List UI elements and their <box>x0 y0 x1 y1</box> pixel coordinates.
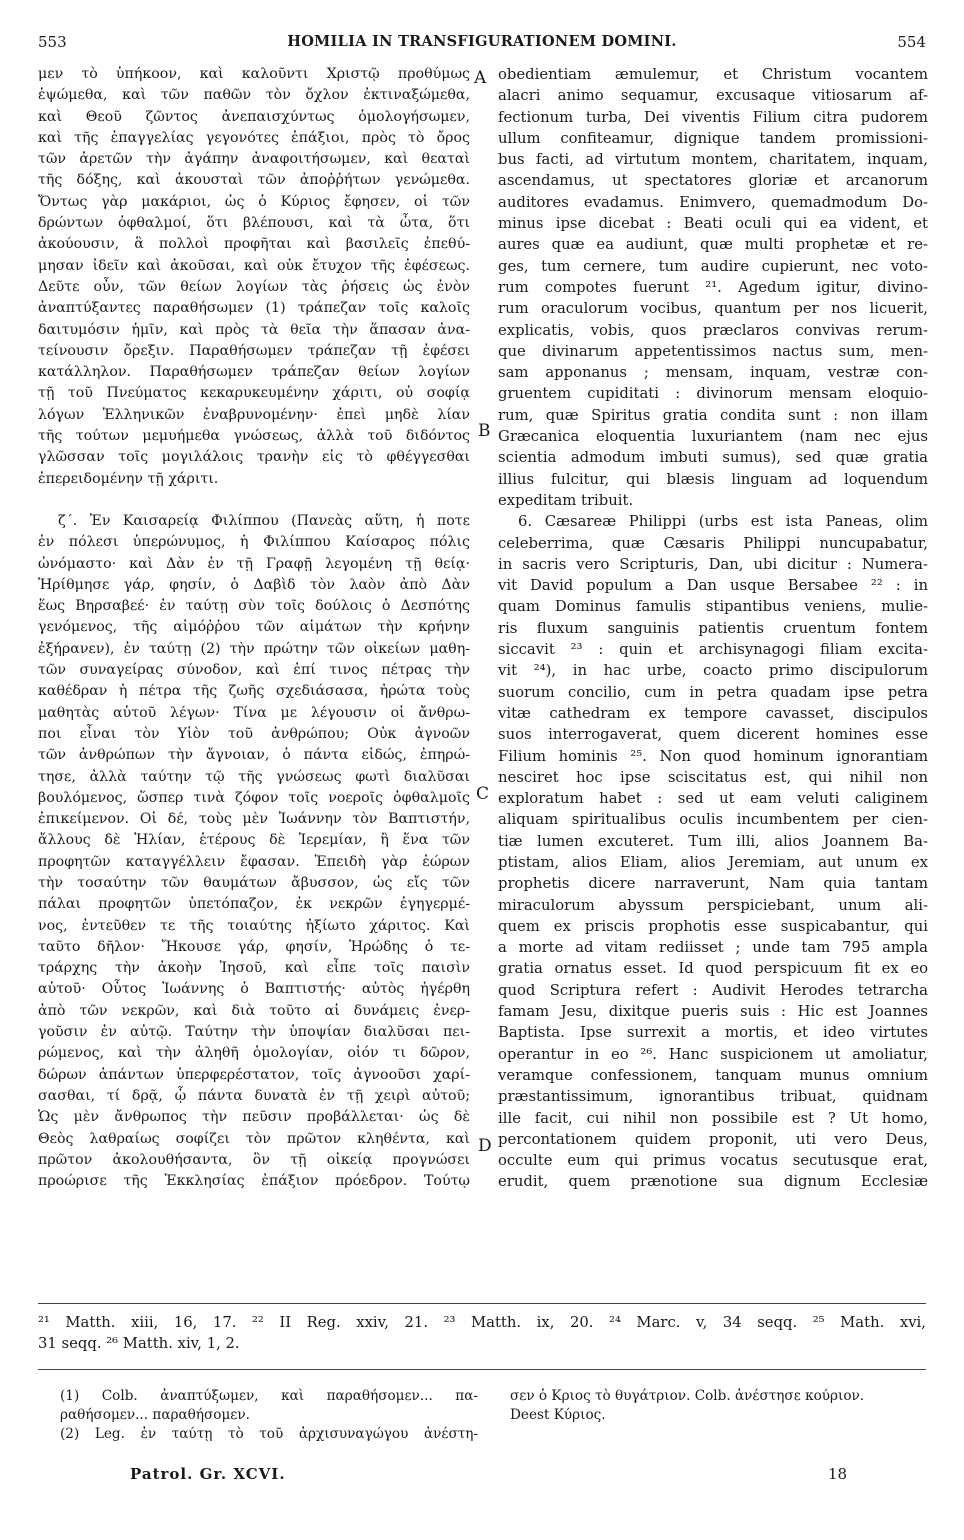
text-line: μαθητὰς αὐτοῦ λέγων· Τίνα με λέγουσιν οἱ ἄνθρω- <box>38 704 470 721</box>
text-line: vit ²⁴), in hac urbe, coacto primo discipulorum <box>498 662 928 680</box>
text-line: ascendamus, ut spectatores gloriæ et arcanorum <box>498 172 928 190</box>
text-line: κατάλληλον. Παραθήσωμεν τράπεζαν θείων λογίων <box>38 364 470 381</box>
text-line: τῶν ἀνθρώπων τὴν ἄγνοιαν, ὁ πάντα εἰδώς, ἐπηρώ- <box>38 747 470 764</box>
text-line: δαιτυμόσιν ἡμῖν, καὶ πρὸς τὰ θεῖα τὴν ἅπασαν ἀνα- <box>38 321 470 338</box>
text-line: famam Jesu, dixitque pueris suis : Hic est Joannes <box>498 1003 928 1021</box>
text-line: ὠνόμαστο· καὶ Δὰν ἐν τῇ Γραφῇ λεγομένη τῇ θείᾳ· <box>38 555 470 572</box>
text-line: καὶ Θεοῦ ζῶντος ἀνεπαισχύντως ὁμολογήσωμεν, <box>38 108 470 125</box>
text-line: suorum concilio, cum in petra quadam ipse petra <box>498 683 928 701</box>
footnote-line: 31 seqq. ²⁶ Matth. xiv, 1, 2. <box>38 1335 240 1352</box>
text-line: μησαν ἰδεῖν καὶ ἀκοῦσαι, καὶ οὐκ ἔτυχον τῆς ἐφέσεως. <box>38 257 470 274</box>
footnote-line: ²¹ Matth. xiii, 16, 17. ²² II Reg. xxiv, 21. ²³ Matth. ix, 20. ²⁴ Marc. v, 34 seqq. ²⁵ Math. xvi, <box>38 1314 926 1331</box>
text-line: nesciret hoc ipse sciscitatus est, qui nihil non <box>498 768 928 786</box>
text-line: bus facti, ad virtutum montem, charitatem, inquam, <box>498 151 928 169</box>
section-marker-c: C <box>476 784 490 804</box>
variants-divider <box>38 1369 926 1370</box>
text-line: καὶ τῆς ἐπαγγελίας γεγονότες ἐπάξιοι, πρὸς τὸ ὄρος <box>38 129 470 146</box>
text-line: ρώμενος, καὶ τὴν ἀληθῆ ὁμολογίαν, οἱόν τι δῶρον, <box>38 1045 470 1062</box>
text-line: veramque confessionem, tanquam munus omnium <box>498 1066 928 1084</box>
text-line: præstantissimum, ignorantibus tribuat, quidnam <box>498 1088 928 1106</box>
text-line: τῶν συναγείρας σύνοδον, καὶ ἐπί τινος πέτρας τὴν <box>38 662 470 679</box>
text-line: ταῦτο δῆλον· Ἤκουσε γάρ, φησίν, Ἡρώδης ὁ τε- <box>38 938 470 955</box>
text-line: τῆς δόξης, καὶ ἀκουσταὶ τῶν ἀποῤῥήτων γενώμεθα. <box>38 172 470 189</box>
running-header <box>38 33 926 57</box>
text-line: gruentem cupiditati : divinorum mensam eloquio- <box>498 385 928 403</box>
text-line: aliquam spiritualibus oculis incumbentem per cien- <box>498 811 928 829</box>
text-line: obedientiam æmulemur, et Christum vocantem <box>498 66 928 83</box>
text-line: expeditam tribuit. <box>498 491 634 509</box>
running-title: HOMILIA IN TRANSFIGURATIONEM DOMINI. <box>287 33 677 50</box>
text-line: ἐν πόλεσι ὑπερώνυμος, ἡ Φιλίππου Καίσαρος πόλις <box>38 534 470 551</box>
text-line: miraculorum abyssum perspiciebant, unum ali- <box>498 896 928 914</box>
text-line: rum, quæ Spiritus gratia condita sunt : non illam <box>498 406 928 424</box>
text-line: exploratum habet : sed ut eam veluti caliginem <box>498 790 928 808</box>
text-line: ἀκούουσιν, ἃ πολλοὶ προφῆται καὶ βασιλεῖς ἐπεθύ- <box>38 236 470 253</box>
text-line: rum oraculorum vocibus, quantum per nos licuerit, <box>498 300 928 318</box>
footnote-divider <box>38 1303 926 1304</box>
text-line: scientia admodum imbuti sumus), sed quæ gratia <box>498 449 928 467</box>
text-line: ille facit, cui nihil non possibile est ? Ut homo, <box>498 1109 928 1127</box>
text-line: gratia ornatus esset. Id quod perspicuum fit ex eo <box>498 960 928 978</box>
text-line: αὐτοῦ· Οὗτος Ἰωάννης ὁ Βαπτιστής· αὐτὸς ἠγέρθη <box>38 981 470 998</box>
text-line <box>38 490 470 511</box>
text-line: operantur in eo ²⁶. Hanc suspicionem ut amoliatur, <box>498 1045 928 1063</box>
text-line: σασθαι, τί δρᾷ, ᾧ πάντα δυνατὰ ἐν τῇ χειρὶ αὐτοῦ; <box>38 1087 470 1104</box>
variant-note-line: ραθήσομεν... παραθήσομεν. <box>60 1407 250 1423</box>
text-line: siccavit ²³ : quin et archisynagogi filiam excita- <box>498 641 928 659</box>
text-line: a morte ad vitam rediisset ; unde tam 795 ampla <box>498 939 928 957</box>
text-line: 6. Cæsareæ Philippi (urbs est ista Paneas, olim <box>518 513 928 531</box>
text-line: ἕως Βηρσαβεέ· ἐν ταύτῃ σὺν τοῖς δούλοις ὁ Δεσπότης <box>38 598 470 615</box>
text-line: πάλαι προφητῶν ὑπετόπαζον, ἐκ νεκρῶν ἐγηγερμέ- <box>38 896 470 913</box>
text-line: Ἠρίθμησε γάρ, φησίν, ὁ Δαβὶδ τὸν λαὸν ἀπὸ Δὰν <box>38 576 470 593</box>
text-line: alacri animo sequamur, excusaque vitiosarum af- <box>498 87 928 105</box>
text-line: ἐπικείμενον. Οἱ δέ, τοὺς μὲν Ἰωάννην τὸν Βαπτιστήν, <box>38 811 470 828</box>
text-line: quem ex priscis prophotis esse suspicabantur, qui <box>498 917 928 935</box>
text-line: vit David populum a Dan usque Bersabee ²² : in <box>498 577 928 595</box>
text-line: ποι εἶναι τὸν Υἱὸν τοῦ ἀνθρώπου; Οὐκ ἀγνοῶν <box>38 725 470 742</box>
text-line: in sacris vero Scripturis, Dan, ubi dicitur : Numera- <box>498 555 928 573</box>
text-line: suos interrogaverat, quem dicerent homines esse <box>498 726 928 744</box>
page-number-right: 554 <box>897 33 926 51</box>
text-line: ἐξήρανεν), ἐν ταύτῃ (2) τὴν πρώτην τῶν οἰκείων μαθη- <box>38 640 470 657</box>
text-line: προώρισε τῆς Ἐκκλησίας ἐπάξιον πρόεδρον. Τούτῳ <box>38 1173 470 1190</box>
text-line: minus ipse dicebat : Beati oculi qui ea vident, et <box>498 215 928 233</box>
text-line: τείνουσιν ὄρεξιν. Παραθήσωμεν τράπεζαν τῇ ἐφέσει <box>38 342 470 359</box>
section-marker-b: B <box>478 421 491 441</box>
text-line: prophetis dicere narraverunt, Nam quia tantam <box>498 875 928 893</box>
text-line: τῶν ἀρετῶν τὴν ἀγάπην ἀναφοιτήσωμεν, καὶ θεαταὶ <box>38 151 470 168</box>
text-line: ris fluxum sanguinis patientis cruentum fontem <box>498 619 928 637</box>
variant-note-line: σεν ὁ Κριος τὸ θυγάτριον. Colb. ἀνέστησε κούριον. <box>510 1388 865 1404</box>
text-line: sam apponanus ; mensam, inquam, vestræ con- <box>498 364 928 382</box>
text-line: auditores evadamus. Enimvero, quemadmodum Do- <box>498 193 928 211</box>
text-line: quod Scriptura refert : Audivit Herodes tetrarcha <box>498 981 928 999</box>
text-line: λόγων Ἑλληνικῶν ἐναβρυνομένην· ἐπεὶ μηδὲ λίαν <box>38 406 470 423</box>
variant-note-line: (2) Leg. ἐν ταύτῃ τὸ τοῦ ἀρχισυναγώγου ἀνέστη- <box>60 1426 478 1442</box>
text-line: ἑψώμεθα, καὶ τῶν παθῶν τὸν ὄχλον ἐκτιναξώμεθα, <box>38 87 470 104</box>
text-line: γλῶσσαν τοῖς μογιλάλοις τρανὴν εἰς τὸ φθέγγεσθαι <box>38 449 470 466</box>
text-line: Ὡς μὲν ἄνθρωπος τὴν πεῦσιν προβάλλεται· ὡς δὲ <box>38 1109 470 1126</box>
text-line: Filium hominis ²⁵. Non quod hominum ignorantiam <box>498 747 928 765</box>
text-line: illius fulcitur, qui blæsis linguam ad loquendum <box>498 470 928 488</box>
text-line: προφητῶν καταγγέλλειν ἔφασαν. Ἐπειδὴ γὰρ ἑώρων <box>38 853 470 870</box>
text-line: γενόμενος, τῆς αἱμόῤῥου τῶν αἱμάτων τὴν κρήνην <box>38 619 470 636</box>
text-line: que divinarum appetentissimos nactus sum, men- <box>498 342 928 360</box>
text-line: ἄλλους δὲ Ἠλίαν, ἑτέρους δὲ Ἱερεμίαν, ἢ ἕνα τῶν <box>38 832 470 849</box>
latin-text-column <box>498 64 928 1193</box>
text-line: tiæ lumen excuteret. Tum illi, alios Joannem Ba- <box>498 832 928 850</box>
variant-note-line: (1) Colb. ἀναπτύξωμεν, καὶ παραθήσομεν... πα- <box>60 1388 478 1404</box>
text-line: Ὄντως γὰρ μακάριοι, ὡς ὁ Κύριος ἔφησεν, οἱ τῶν <box>38 193 470 210</box>
text-line: νος, ἐντεῦθεν τε τῆς τοιαύτης ἠξίωτο χάριτος. Καὶ <box>38 917 470 934</box>
signature-number: 18 <box>828 1465 848 1483</box>
variant-note-line: Deest Κύριος. <box>510 1407 606 1423</box>
text-line: δρώντων ὀφθαλμοί, ὅτι βλέπουσι, καὶ τὰ ὦτα, ὅτι <box>38 215 470 232</box>
text-line: Baptista. Ipse surrexit a mortis, et ideo virtutes <box>498 1024 928 1042</box>
text-line: Θεὸς λαθραίως σοφίζει τὸν πρῶτον κληθέντα, καὶ <box>38 1130 470 1147</box>
patrologia-volume: Patrol. Gr. XCVI. <box>130 1465 286 1483</box>
text-line: τὴν τοσαύτην τῶν θαυμάτων ἄβυσσον, ὡς εἴς τῶν <box>38 874 470 891</box>
text-line: τησε, ἀλλὰ ταύτην τῷ τῆς γνώσεως φωτὶ διαλῦσαι <box>38 768 470 785</box>
text-line: explicatis, vobis, quos præclaros convivas rerum- <box>498 321 928 339</box>
text-line: βουλόμενος, ὥσπερ τινὰ ζόφον τοῖς νοεροῖς ὀφθαλμοῖς <box>38 789 470 806</box>
text-line: γοῦσιν ἐν αὐτῷ. Ταύτην τὴν ὑποψίαν διαλῦσαι πει- <box>38 1024 470 1041</box>
text-line: vitæ cathedram ex tempore cavasset, discipulos <box>498 704 928 722</box>
text-line: fectionum turba, Dei viventis Filium citra pudorem <box>498 108 928 126</box>
text-line: celeberrima, quæ Cæsaris Philippi nuncupabatur, <box>498 534 928 552</box>
text-line: τράρχης τὴν ἀκοὴν Ἰησοῦ, καὶ εἶπε τοῖς παισὶν <box>38 960 470 977</box>
text-line: ζ΄. Ἐν Καισαρείᾳ Φιλίππου (Πανεὰς αὕτη, ἡ ποτε <box>58 512 470 529</box>
greek-text-column <box>38 64 470 1192</box>
text-line: percontationem quidem proponit, uti vero Deus, <box>498 1130 928 1148</box>
text-line: ἀναπτύξαντες παραθήσωμεν (1) τράπεζαν τοῖς καλοῖς <box>38 300 470 317</box>
text-line: erudit, quem prænotione sua dignum Ecclesiæ <box>498 1173 928 1191</box>
text-line: μεν τὸ ὑπήκοον, καὶ καλοῦντι Χριστῷ προθύμως <box>38 66 470 82</box>
text-line: rum compotes fuerunt ²¹. Agedum igitur, divino- <box>498 278 928 296</box>
section-marker-d: D <box>478 1136 492 1156</box>
text-line: Græcanica eloquentia luxuriantem (nam nec ejus <box>498 428 928 446</box>
text-line: τῇ τοῦ Πνεύματος κεκαρυκευμένην χάριτι, οὐ σοφίᾳ <box>38 385 470 402</box>
variant-notes-right <box>510 1387 930 1425</box>
text-line: ullum confiteamur, dignique tandem promissioni- <box>498 129 928 147</box>
text-line: aures quæ ea audiunt, quæ multi prophetæ et re- <box>498 236 928 254</box>
text-line: καθέδραν ἡ πέτρα τῆς ζωῆς σχεδιάσασα, ἠρώτα τοὺς <box>38 683 470 700</box>
text-line: δώρων ἁπάντων ὑπερφερέστατον, τοῖς ἀγνοοῦσι χαρί- <box>38 1066 470 1083</box>
text-line: ptistam, alios Eliam, alios Jeremiam, aut unum ex <box>498 853 928 871</box>
text-line: occulte eum qui primus vocatus secutusque erat, <box>498 1152 928 1170</box>
page-number-left: 553 <box>38 33 67 51</box>
text-line: Δεῦτε οὖν, τῶν θείων λογίων τὰς ῥήσεις ὡς ἐνὸν <box>38 278 470 295</box>
text-line: quam Dominus famulis stipantibus veniens, mulie- <box>498 598 928 616</box>
section-marker-a: A <box>474 68 487 88</box>
text-line: ἐπερειδομένην τῇ χάριτι. <box>38 470 219 487</box>
text-line: πρῶτον ἀκολουθήσαντα, ὃν τῇ οἰκείᾳ προγνώσει <box>38 1151 470 1168</box>
variant-notes-left <box>60 1387 478 1444</box>
text-line: τῆς τούτων μεμυήμεθα γνώσεως, ἀλλὰ τοῦ διδόντος <box>38 428 470 445</box>
text-line: ἀπὸ τῶν νεκρῶν, καὶ διὰ τοῦτο αἱ δυνάμεις ἐνερ- <box>38 1002 470 1019</box>
text-line: ges, tum cernere, tum audire cupierunt, nec voto- <box>498 257 928 275</box>
